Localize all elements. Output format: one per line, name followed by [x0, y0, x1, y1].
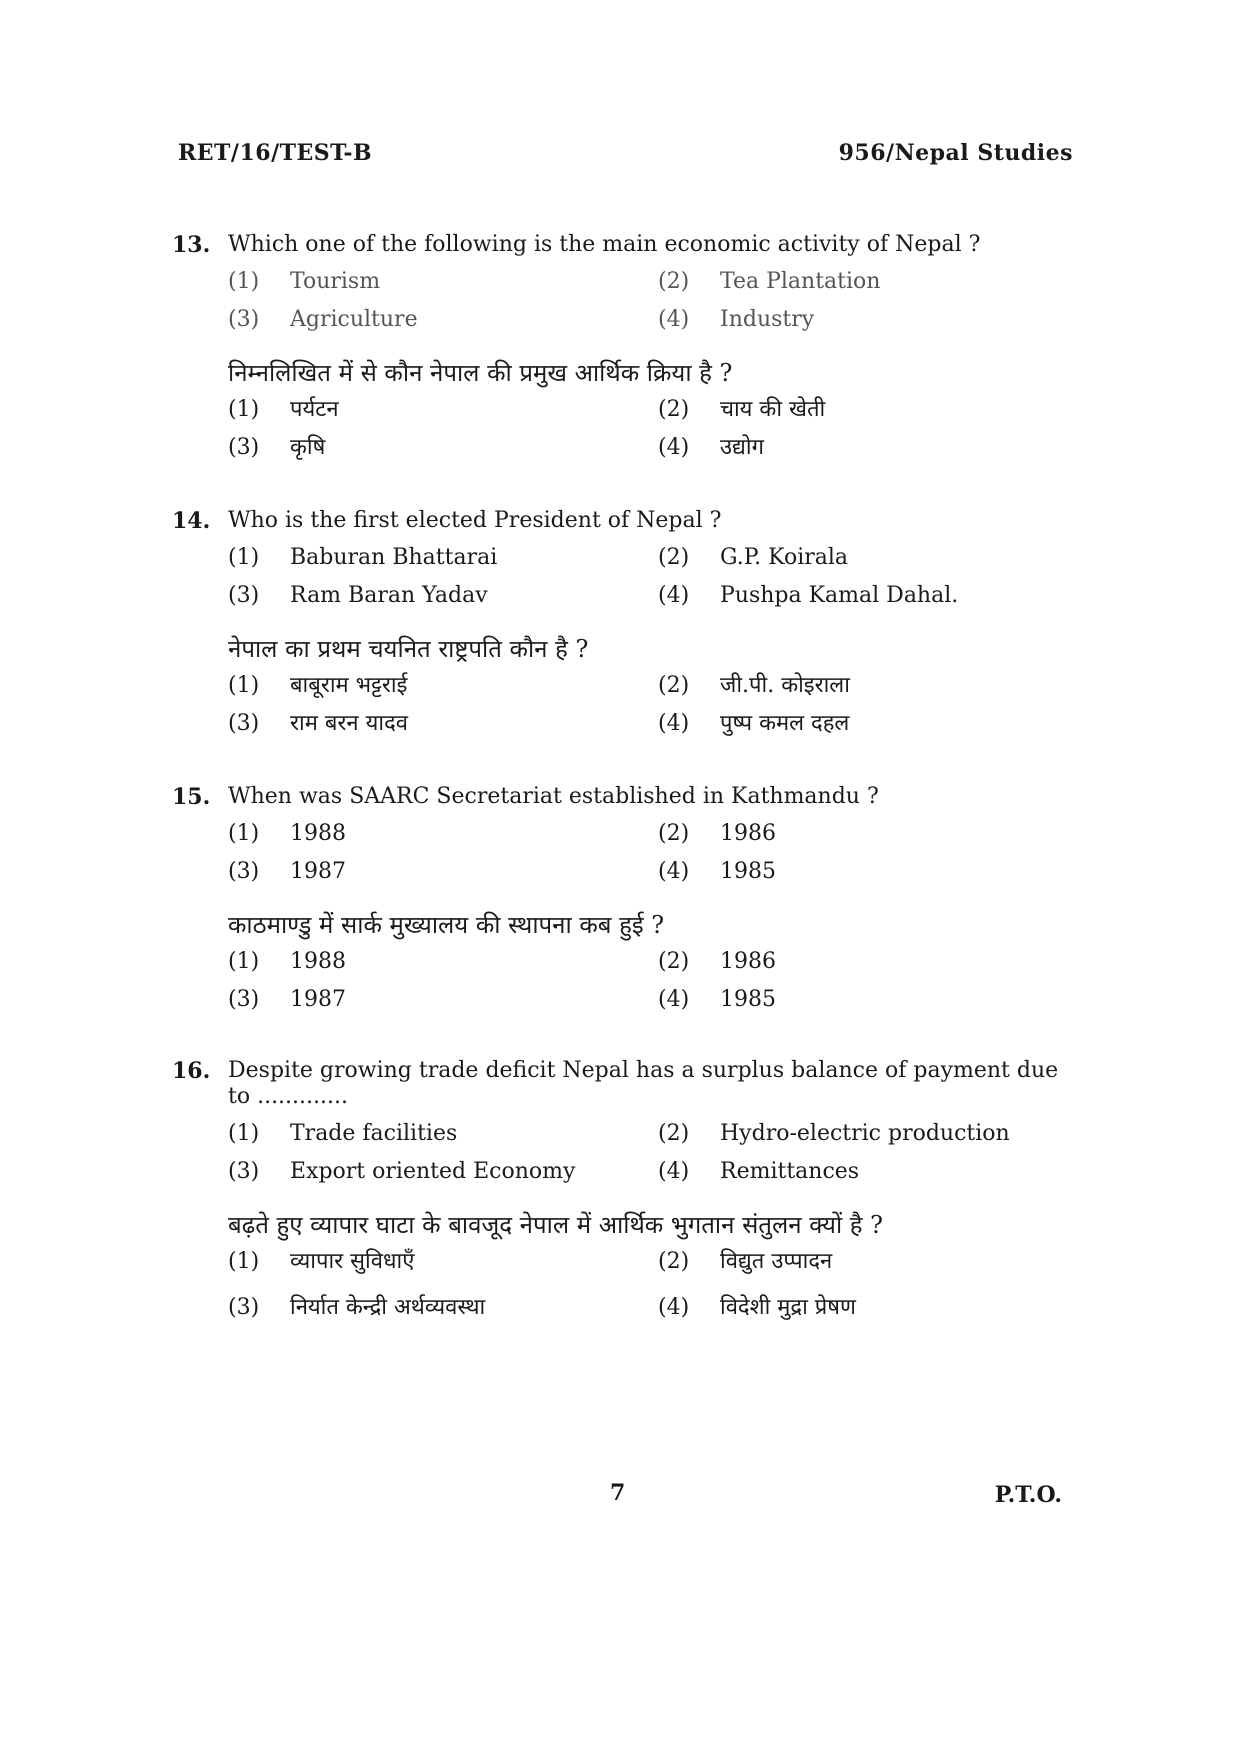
option-3: (3) Agriculture [228, 307, 418, 332]
option-hi-3: (3) राम बरन यादव [228, 711, 408, 736]
question-15 [172, 784, 1082, 1014]
question-text-en: Despite growing trade deficit Nepal has a surplus balance of payment due to ............. [228, 1058, 1059, 1109]
option-4: (4) 1985 [658, 859, 776, 884]
option-1: (1) Trade facilities [228, 1121, 458, 1146]
option-hi-2: (2) विद्युत उप्पादन [658, 1249, 833, 1274]
option-hi-4: (4) उद्योग [658, 435, 765, 460]
option-hi-4: (4) विदेशी मुद्रा प्रेषण [658, 1295, 856, 1320]
question-text-en: When was SAARC Secretariat established in Kathmandu ? [228, 784, 879, 809]
question-number: 14. [172, 508, 211, 534]
option-1: (1) 1988 [228, 821, 346, 846]
option-4: (4) Industry [658, 307, 815, 332]
option-3: (3) Ram Baran Yadav [228, 583, 488, 608]
option-hi-4: (4) 1985 [658, 987, 776, 1012]
option-hi-4: (4) पुष्प कमल दहल [658, 711, 850, 736]
question-number: 15. [172, 784, 211, 810]
option-hi-2: (2) 1986 [658, 949, 776, 974]
option-hi-2: (2) जी.पी. कोइराला [658, 673, 850, 698]
option-2: (2) Hydro-electric production [658, 1121, 1010, 1146]
question-16 [172, 1058, 1082, 1322]
option-1: (1) Baburan Bhattarai [228, 545, 498, 570]
option-hi-1: (1) पर्यटन [228, 397, 339, 422]
question-number: 13. [172, 232, 211, 258]
option-2: (2) G.P. Koirala [658, 545, 849, 570]
option-hi-1: (1) व्यापार सुविधाएँ [228, 1249, 415, 1274]
paper-code: RET/16/TEST-B [178, 140, 373, 166]
question-13 [172, 232, 1082, 462]
option-1: (1) Tourism [228, 269, 381, 294]
question-14 [172, 508, 1082, 738]
option-hi-1: (1) 1988 [228, 949, 346, 974]
subject-title: 956/Nepal Studies [838, 140, 1073, 166]
option-hi-2: (2) चाय की खेती [658, 397, 826, 422]
option-2: (2) 1986 [658, 821, 776, 846]
question-text-hi: काठमाण्डु में सार्क मुख्यालय की स्थापना कब हुई ? [228, 911, 665, 939]
option-hi-3: (3) 1987 [228, 987, 346, 1012]
question-text-hi: निम्नलिखित में से कौन नेपाल की प्रमुख आर्थिक क्रिया है ? [228, 359, 733, 387]
page-number: 7 [610, 1480, 626, 1506]
option-4: (4) Pushpa Kamal Dahal. [658, 583, 959, 608]
option-hi-1: (1) बाबूराम भट्टराई [228, 673, 408, 698]
option-hi-3: (3) निर्यात केन्द्री अर्थव्यवस्था [228, 1295, 486, 1320]
option-3: (3) 1987 [228, 859, 346, 884]
question-text-hi: नेपाल का प्रथम चयनित राष्ट्रपति कौन है ? [228, 635, 589, 663]
question-number: 16. [172, 1058, 211, 1084]
option-hi-3: (3) कृषि [228, 435, 326, 460]
question-text-hi: बढ़ते हुए व्यापार घाटा के बावजूद नेपाल में आर्थिक भुगतान संतुलन क्यों है ? [228, 1211, 884, 1239]
option-2: (2) Tea Plantation [658, 269, 881, 294]
question-text-en: Which one of the following is the main economic activity of Nepal ? [228, 232, 981, 257]
option-3: (3) Export oriented Economy [228, 1159, 576, 1184]
question-text-en: Who is the first elected President of Nepal ? [228, 508, 722, 533]
please-turn-over: P.T.O. [994, 1482, 1062, 1508]
option-4: (4) Remittances [658, 1159, 860, 1184]
